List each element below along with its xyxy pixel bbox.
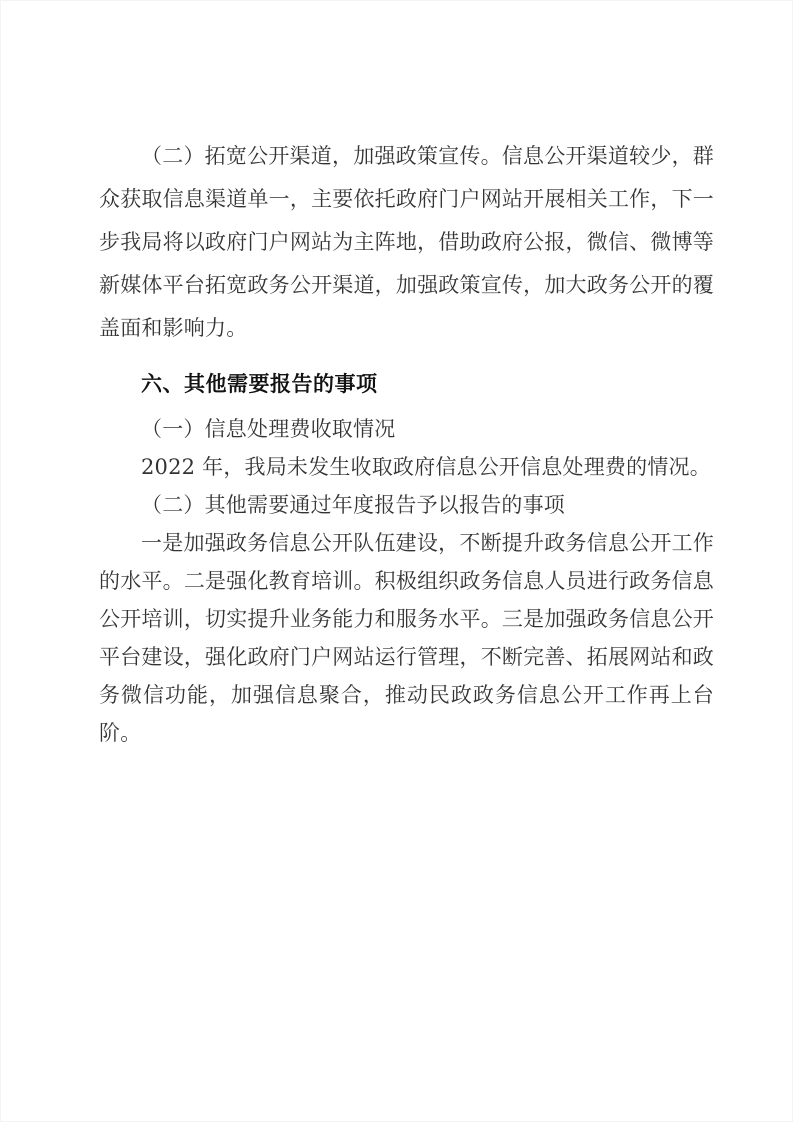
subsection-heading-annual-report-items: （二）其他需要通过年度报告予以报告的事项 [141,493,565,517]
section-heading-other-matters: 六、其他需要报告的事项 [141,372,378,396]
paragraph-expand-channels: （二）拓宽公开渠道，加强政策宣传。信息公开渠道较少，群众获取信息渠道单一，主要依托政府门户网站开展相关工作，下一步我局将以政府门户网站为主阵地，借助政府公报，微信、微博等新媒体平台拓宽政务公开渠道，加强政策宣传，加大政务公开的覆盖面和影响力。 [99,144,714,340]
subsection-heading-fee-collection: （一）信息处理费收取情况 [141,417,396,441]
paragraph-fee-collection-status: 2022 年，我局未发生收取政府信息公开信息处理费的情况。 [141,455,711,479]
paragraph-annual-report-items: 一是加强政务信息公开队伍建设，不断提升政务信息公开工作的水平。二是强化教育培训。积极组织政务信息人员进行政务信息公开培训，切实提升业务能力和服务水平。三是加强政务信息公开平台建设，强化政府门户网站运行管理，不断完善、拓展网站和政务微信功能，加强信息聚合，推动民政政务信息公开工作再上台阶。 [99,531,714,745]
